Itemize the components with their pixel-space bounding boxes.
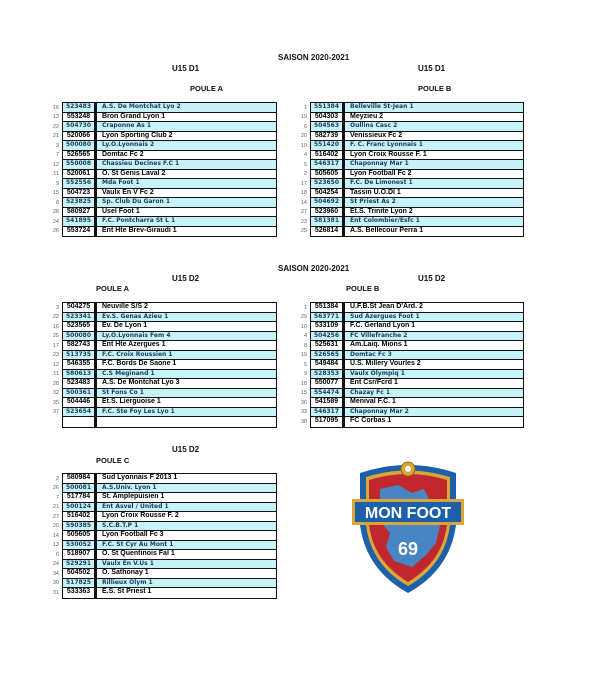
club-name: E.S. St Priest 1 [102,588,152,595]
table-row [311,170,523,180]
table-row [311,341,523,351]
row-rank: 14 [52,532,59,539]
row-rank: 23 [300,218,307,225]
club-name: Am.Laiq. Mions 1 [350,341,408,348]
row-rank: 20 [300,133,307,139]
table-body [62,473,277,599]
club-name: Lyon Sporting Club 2 [102,131,173,139]
club-name: Neuville S/S 2 [102,303,148,310]
club-name: Chassieu Decines F.C 1 [102,160,180,167]
table-row [63,522,276,532]
club-name: U.S. Millery Vourles 2 [350,360,421,367]
row-rank: 12 [52,361,59,368]
table-row [63,493,276,503]
row-rank: 19 [300,352,307,358]
table-row [63,360,276,370]
table-row [63,332,276,342]
club-id: 530052 [63,541,97,550]
row-rank: 11 [53,371,59,377]
row-rank: 11 [53,171,59,177]
club-name: Sp. Club Du Garon 1 [102,198,171,205]
row-rank: 24 [52,218,59,225]
table-row [311,370,523,380]
row-rank: 15 [300,390,307,396]
table-row [311,151,523,161]
club-name: Lyon Football Fc 2 [350,169,412,177]
club-id: 526565 [311,351,345,360]
club-name: Ent Csr/Fcrd 1 [350,379,398,386]
table-row [63,227,276,237]
table-row [63,303,276,313]
table-row [311,398,523,408]
club-id: 520061 [63,170,97,179]
club-id: 504563 [311,122,345,131]
row-rank: 22 [52,123,59,130]
row-rank: 14 [300,199,307,206]
row-rank: 34 [52,570,59,577]
row-rank: 10 [300,323,307,330]
poule-title-d2-a: POULE A [96,284,130,293]
club-name: Ent Colombier/Esfc 1 [350,217,420,224]
row-rank: 36 [300,399,307,406]
row-rank: 9 [303,371,307,377]
club-name: Bron Grand Lyon 1 [102,112,166,120]
table-row [63,531,276,541]
row-rank: 2 [303,171,307,177]
club-name: Lyon Croix Rousse F. 1 [350,150,427,158]
club-name: A.S.Univ. Lyon 1 [102,483,157,491]
table-row [311,303,523,313]
mon-foot-69-logo [350,455,466,597]
club-id: 529291 [63,560,97,569]
table-row [63,189,276,199]
club-id: 553724 [63,227,97,237]
poule-title-d1-b: POULE B [418,84,452,93]
table-body [62,102,277,237]
club-name: FC Corbas 1 [350,417,392,424]
table-row [63,208,276,218]
club-id: 517825 [63,579,97,588]
row-rank: 16 [52,104,59,111]
club-name: Mda Foot 1 [102,179,140,186]
club-name: F.C. De Limonest 1 [350,179,413,186]
row-rank: 31 [52,589,59,596]
club-id: 590385 [63,522,97,531]
club-id: 546317 [311,160,345,169]
table-row [63,313,276,323]
row-rank: 7 [55,152,59,158]
club-id: 553248 [63,113,97,122]
club-name: FC Villefranche 2 [350,331,408,339]
category-d1-a: U15 D1 [172,64,200,73]
table-body [310,302,524,428]
table-row [63,484,276,494]
row-rank: 29 [300,314,307,320]
club-name: O. St Genis Laval 2 [102,169,166,177]
table-row [63,170,276,180]
club-id: 504723 [63,189,97,198]
club-id: 582739 [311,132,345,141]
row-rank: 26 [52,485,59,491]
table-row [63,160,276,170]
table-row [63,103,276,113]
table-row [63,198,276,208]
table-row [311,103,523,113]
row-rank: 13 [52,114,59,120]
row-rank: 27 [52,513,59,520]
row-rank: 21 [52,504,59,510]
row-rank: 33 [300,409,307,415]
row-rank: 13 [52,542,59,548]
row-rank: 12 [52,161,59,168]
club-id: 528353 [311,370,345,379]
logo-text-line2: 69 [397,539,419,559]
club-id: 546355 [63,360,97,369]
club-id: 523650 [311,179,345,188]
club-name: Menival F.C. 1 [350,398,396,405]
row-rank: 24 [52,561,59,567]
club-name: Domtac Fc 3 [350,350,392,358]
row-rank: 25 [52,333,59,339]
club-name: St Fons Co 1 [102,388,144,396]
row-rank: 23 [52,352,59,358]
table-row [311,132,523,142]
row-rank: 10 [300,142,307,149]
club-id: 500080 [63,332,97,341]
row-rank: 8 [303,342,307,349]
club-id: 516402 [63,512,97,521]
category-d2-b: U15 D2 [418,274,446,283]
table-row [311,332,523,342]
club-id: 541895 [63,217,97,226]
club-id: 550077 [311,379,345,388]
table-row [63,322,276,332]
club-id: 500361 [63,389,97,398]
table-row [311,189,523,199]
club-name: Sud Azergues Foot 1 [350,312,420,320]
club-name: Sud Lyonnais F 2013 1 [102,474,178,481]
club-name: Ev. De Lyon 1 [102,322,148,329]
club-name: U.F.B.St Jean D'Ard. 2 [350,303,423,310]
table-row [63,351,276,361]
table-row [311,227,523,237]
club-id: 500081 [63,484,97,493]
table-row [311,379,523,389]
logo-text-line1: MON FOOT [364,505,452,522]
club-id [63,417,97,427]
table-row [63,179,276,189]
table-row [63,132,276,142]
row-rank: 37 [52,409,59,415]
row-rank: 4 [303,333,307,339]
row-rank: 8 [55,199,59,206]
club-id: 517784 [63,493,97,502]
club-name: Chazay Fc 1 [350,388,390,396]
club-id: 551384 [311,103,345,112]
row-rank: 20 [52,523,59,529]
club-id: 526565 [63,151,97,160]
row-rank: 1 [303,104,307,111]
table-row [63,122,276,132]
club-name: F.C. Bords De Saone 1 [102,360,177,367]
row-rank: 7 [55,494,59,501]
club-name: Lyon Croix Rousse F. 2 [102,512,179,519]
club-name: Ent Hte Azergues 1 [102,341,166,348]
club-id: 550008 [63,160,97,169]
row-rank: 3 [55,304,59,311]
club-id: 523825 [63,198,97,207]
club-id: 546317 [311,408,345,417]
club-id: 513735 [63,351,97,360]
club-id: 523565 [63,322,97,331]
table-row [63,474,276,484]
club-id: 504692 [311,198,345,207]
table-row [311,313,523,323]
table-row [63,579,276,589]
club-id: 523341 [63,313,97,322]
row-rank: 18 [300,190,307,196]
poule-title-d2-b: POULE B [346,284,380,293]
table-row [63,512,276,522]
club-name: St. Amplepuisien 1 [102,493,165,500]
row-rank: 26 [52,228,59,234]
table-body [310,102,524,237]
row-rank: 2 [55,475,59,482]
club-name: Ly.O.Lyonnais Fem 4 [102,331,171,339]
table-row [311,389,523,399]
table-row [63,541,276,551]
club-name: Craponne As 1 [102,122,152,129]
table-row [63,151,276,161]
club-id: 580927 [63,208,97,217]
table-row [311,360,523,370]
row-rank: 25 [300,228,307,234]
table-body [62,302,277,428]
row-rank: 22 [52,314,59,320]
club-name: Ly.O.Lyonnais 2 [102,141,155,148]
club-id: 504256 [311,332,345,341]
club-name: F.C. Croix Roussien 1 [102,350,173,358]
row-rank: 17 [300,180,307,187]
club-id: 523483 [63,103,97,112]
row-rank: 5 [303,161,307,168]
table-row [311,179,523,189]
row-rank: 35 [52,399,59,406]
club-id: 504730 [63,122,97,131]
club-name: C.S Meginand 1 [102,369,155,377]
table-row [311,113,523,123]
table-row [311,408,523,418]
row-rank: 1 [303,304,307,311]
row-rank: 27 [300,209,307,215]
club-name: A.S. De Montchat Lyo 2 [102,103,181,110]
category-d2-c: U15 D2 [172,445,200,454]
row-rank: 5 [303,361,307,368]
club-id: 500080 [63,141,97,150]
club-name: F.C. Ste Foy Les Lyo 1 [102,407,175,415]
club-id: 516402 [311,151,345,160]
row-rank: 18 [300,380,307,387]
club-id: 551420 [311,141,345,150]
row-rank: 4 [303,152,307,158]
club-name: Tassin U.O.Dl 1 [350,188,401,196]
club-name: O. St Quentinois Fal 1 [102,550,175,557]
club-name: Venissieux Fc 2 [350,131,403,139]
club-name: Chaponnay Mar 2 [350,407,409,415]
row-rank: 21 [52,133,59,139]
table-row [63,569,276,579]
club-id: 517095 [311,417,345,427]
table-row [63,398,276,408]
club-id: 563771 [311,313,345,322]
club-id: 504502 [63,569,97,578]
season-title-d1: SAISON 2020-2021 [278,53,350,62]
club-id: 505605 [311,170,345,179]
season-title-d2: SAISON 2020-2021 [278,264,350,273]
table-row [311,322,523,332]
club-id: 554474 [311,389,345,398]
club-name: Et.S. Lierguoise 1 [102,398,161,405]
row-rank: 9 [55,180,59,187]
row-rank: 38 [300,418,307,425]
table-row [63,588,276,598]
table-row [63,141,276,151]
club-id: 551384 [311,303,345,312]
club-id: 541589 [311,398,345,407]
club-name [97,417,276,427]
poule-title-d2-c: POULE C [96,456,130,465]
row-rank: 6 [55,551,59,558]
row-rank: 6 [303,123,307,130]
club-name: F.C. Gerland Lyon 1 [350,322,416,329]
club-id: 525631 [311,341,345,350]
table-row [63,341,276,351]
club-id: 504446 [63,398,97,407]
club-id: 580613 [63,370,97,379]
table-row [311,417,523,427]
club-name: Ent Hte Brev-Giraudi 1 [102,226,177,234]
row-rank: 15 [52,190,59,196]
club-id: 526814 [311,227,345,237]
row-rank: 28 [52,380,59,387]
table-row [63,379,276,389]
row-rank: 30 [52,580,59,586]
table-row [63,389,276,399]
club-id: 582743 [63,341,97,350]
table-row [63,417,276,427]
club-name: Ent Asvel / United 1 [102,502,169,510]
club-name: F. C. Franc Lyonnais 1 [350,141,423,148]
table-row [63,217,276,227]
table-row [311,160,523,170]
club-name: S.C.B.T.P 1 [102,521,139,529]
club-name: St Priest As 2 [350,198,396,205]
table-row [311,217,523,227]
row-rank: 28 [52,209,59,215]
club-name: Vaulx En V Fc 2 [102,188,154,196]
club-name: A.S. De Montchat Lyo 3 [102,379,180,386]
club-id: 505605 [63,531,97,540]
table-row [63,550,276,560]
club-id: 520066 [63,132,97,141]
club-id: 523483 [63,379,97,388]
row-rank: 32 [52,390,59,396]
club-id: 581381 [311,217,345,226]
club-name: Oullins Casc 2 [350,122,398,129]
table-row [63,503,276,513]
club-name: Usel Foot 1 [102,207,140,215]
club-id: 504254 [311,189,345,198]
club-id: 533109 [311,322,345,331]
club-name: Lyon Football Fc 3 [102,531,164,538]
club-name: Belleville St-Jean 1 [350,103,414,110]
club-id: 523960 [311,208,345,217]
table-row [311,351,523,361]
category-d2-a: U15 D2 [172,274,200,283]
row-rank: 17 [52,342,59,349]
club-name: Vaulx Olympiq 1 [350,369,405,377]
club-id: 533363 [63,588,97,598]
row-rank: 19 [300,114,307,120]
club-name: A.S. Bellecour Perra 1 [350,226,424,234]
table-row [311,198,523,208]
club-name: Meyzieu 2 [350,112,384,120]
table-row [63,408,276,418]
row-rank: 16 [52,323,59,330]
row-rank: 3 [55,142,59,149]
table-row [63,370,276,380]
club-id: 518907 [63,550,97,559]
club-name: Rillieux Olym 1 [102,578,153,586]
club-id: 504303 [311,113,345,122]
table-row [311,208,523,218]
club-id: 580984 [63,474,97,483]
club-id: 500124 [63,503,97,512]
category-d1-b: U15 D1 [418,64,446,73]
club-name: Ev.S. Genas Azieu 1 [102,312,169,320]
club-name: O. Sathonay 1 [102,569,149,576]
club-name: F.C. Pontcharra St L 1 [102,217,176,224]
club-name: Chaponnay Mar 1 [350,160,409,167]
club-name: Domtac Fc 2 [102,150,144,158]
club-id: 504275 [63,303,97,312]
club-id: 549484 [311,360,345,369]
poule-title-d1-a: POULE A [190,84,224,93]
table-row [63,113,276,123]
club-name: F.C. St Cyr Au Mont 1 [102,540,174,548]
table-row [311,122,523,132]
table-row [311,141,523,151]
club-id: 552556 [63,179,97,188]
table-row [63,560,276,570]
club-id: 523654 [63,408,97,417]
club-name: Vaulx En V.Us 1 [102,559,154,567]
club-name: Et.S. Trinite Lyon 2 [350,207,413,215]
